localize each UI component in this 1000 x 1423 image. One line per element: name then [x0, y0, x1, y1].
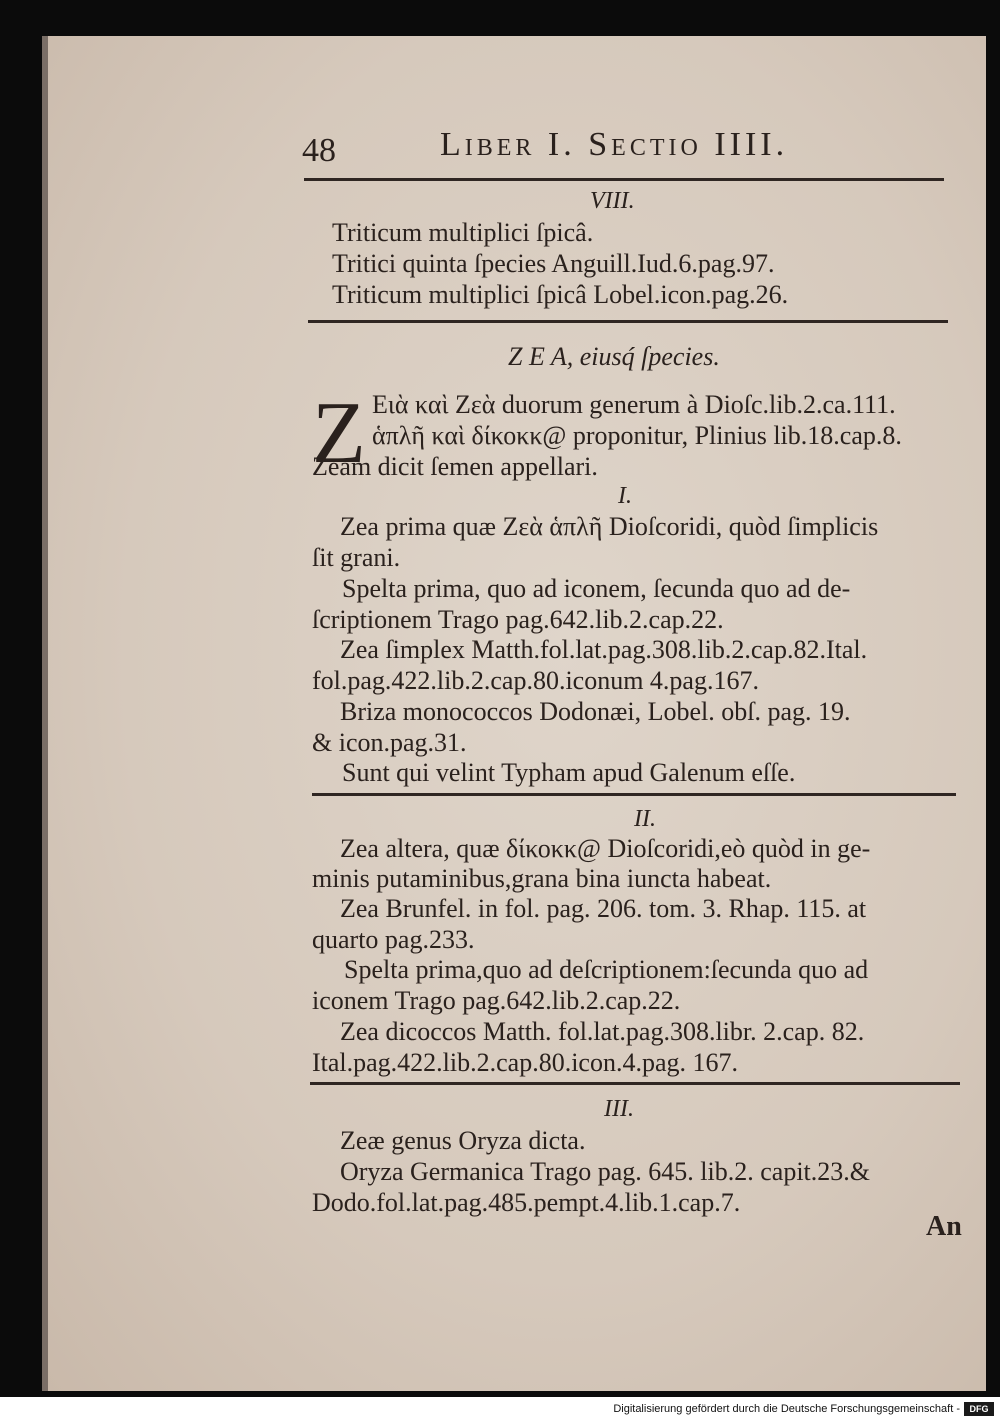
catchword: An: [926, 1211, 962, 1242]
text-line: ſit grani.: [312, 543, 401, 572]
section-rule: [310, 1082, 960, 1085]
text-line: Ειὰ καὶ Ζεὰ duorum generum à Dioſc.lib.2.ca.111.: [372, 390, 896, 419]
section-heading-i: I.: [618, 483, 632, 509]
dfg-logo-icon: DFG: [964, 1402, 994, 1416]
text-line: Triticum multiplici ſpicâ Lobel.icon.pag.26.: [332, 280, 789, 309]
text-line: minis putaminibus,grana bina iuncta habeat.: [312, 864, 772, 893]
section-heading-iii: III.: [604, 1096, 634, 1122]
footer-bar: [0, 1397, 1000, 1423]
text-line: Spelta prima, quo ad iconem, ſecunda quo ad de-: [342, 574, 851, 603]
footer-credit: Digitalisierung gefördert durch die Deutsche Forschungsgemeinschaft -: [613, 1403, 960, 1415]
text-line: Briza monococcos Dodonæi, Lobel. obſ. pag. 19.: [340, 697, 851, 726]
text-line: Zea prima quæ Ζεὰ ἁπλῆ Dioſcoridi, quòd ſimplicis: [340, 512, 879, 541]
text-line: Zea ſimplex Matth.fol.lat.pag.308.lib.2.cap.82.Ital.: [340, 635, 868, 664]
text-line: fol.pag.422.lib.2.cap.80.iconum 4.pag.167.: [312, 666, 759, 695]
text-line: Tritici quinta ſpecies Anguill.Iud.6.pag.97.: [332, 249, 775, 278]
header-rule: [304, 178, 944, 181]
running-title: Liber I. Sectio IIII.: [440, 126, 789, 163]
text-line: Zea dicoccos Matth. fol.lat.pag.308.libr. 2.cap. 82.: [340, 1017, 865, 1046]
text-line: Zea Brunfel. in fol. pag. 206. tom. 3. Rhap. 115. at: [340, 894, 867, 923]
text-line: ἁπλῆ καὶ δίκοκκ@ proponitur, Plinius lib.18.cap.8.: [372, 421, 902, 450]
section-rule: [308, 320, 948, 323]
text-line: Zeæ genus Oryza dicta.: [340, 1126, 586, 1155]
drop-cap: Z: [312, 385, 366, 482]
text-line: quarto pag.233.: [312, 925, 475, 954]
text-line: Oryza Germanica Trago pag. 645. lib.2. capit.23.&: [340, 1157, 870, 1186]
text-line: ſcriptionem Trago pag.642.lib.2.cap.22.: [312, 605, 724, 634]
text-line: Sunt qui velint Typham apud Galenum eſſe.: [342, 758, 796, 787]
text-line: Zea altera, quæ δίκοκκ@ Dioſcoridi,eò quòd in ge-: [340, 834, 871, 863]
text-line: Triticum multiplici ſpicâ.: [332, 218, 594, 247]
text-line: & icon.pag.31.: [312, 728, 467, 757]
page-number: 48: [302, 132, 336, 169]
section-rule: [312, 793, 956, 796]
zea-heading: Z E A, eiusq́ ſpecies.: [508, 342, 720, 371]
text-line: Ital.pag.422.lib.2.cap.80.icon.4.pag. 167.: [312, 1048, 739, 1077]
section-heading-ii: II.: [634, 806, 656, 832]
text-line: Zeam dicit ſemen appellari.: [312, 452, 598, 481]
text-line: Spelta prima,quo ad deſcriptionem:ſecunda quo ad: [344, 955, 869, 984]
text-line: iconem Trago pag.642.lib.2.cap.22.: [312, 986, 681, 1015]
text-line: Dodo.fol.lat.pag.485.pempt.4.lib.1.cap.7.: [312, 1188, 741, 1217]
section-heading-viii: VIII.: [590, 188, 635, 214]
